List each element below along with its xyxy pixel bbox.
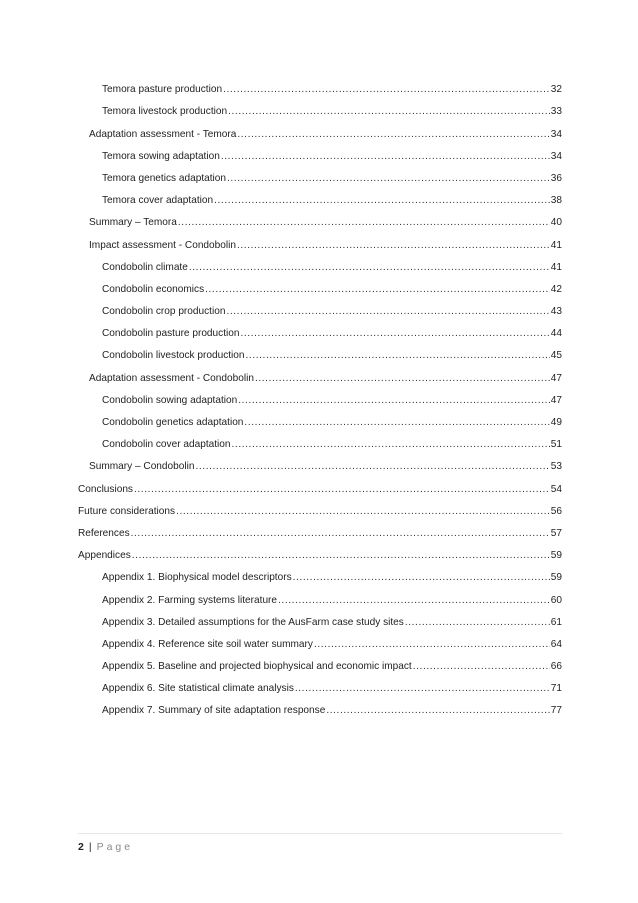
- toc-entry-title: Condobolin economics: [102, 283, 205, 295]
- toc-entry-page: 49: [550, 417, 562, 428]
- toc-entry-page: 51: [550, 439, 562, 451]
- footer-separator: |: [88, 841, 92, 853]
- toc-dot-leader: [278, 595, 550, 607]
- toc-entry[interactable]: [78, 407, 562, 429]
- toc-entry[interactable]: [78, 496, 562, 518]
- toc-dot-leader: [405, 617, 550, 629]
- toc-dot-leader: [232, 439, 550, 451]
- toc-dot-leader: [176, 506, 550, 518]
- toc-dot-leader: [134, 484, 550, 496]
- toc-dot-leader: [189, 262, 550, 274]
- toc-entry[interactable]: [78, 340, 562, 362]
- toc-entry-page: 60: [550, 594, 562, 606]
- toc-entry-page: 53: [550, 461, 562, 473]
- toc-entry[interactable]: [78, 629, 562, 651]
- toc-entry-title: Condobolin cover adaptation: [102, 439, 231, 451]
- toc-entry-title: Adaptation assessment - Temora: [89, 128, 237, 140]
- toc-entry[interactable]: [78, 673, 562, 695]
- toc-entry-title: Summary – Temora: [89, 217, 177, 229]
- toc-entry-page: 45: [550, 350, 562, 362]
- toc-dot-leader: [246, 350, 550, 362]
- toc-entry-title: Temora pasture production: [102, 84, 223, 96]
- toc-dot-leader: [314, 639, 550, 651]
- toc-entry[interactable]: [78, 429, 562, 451]
- toc-entry[interactable]: [78, 385, 562, 407]
- toc-entry-title: Impact assessment - Condobolin: [89, 239, 236, 251]
- toc-dot-leader: [413, 661, 550, 673]
- toc-entry[interactable]: [78, 163, 562, 185]
- toc-dot-leader: [295, 683, 550, 695]
- toc-entry-title: Temora sowing adaptation: [102, 150, 220, 162]
- toc-dot-leader: [326, 705, 549, 717]
- toc-entry[interactable]: [78, 562, 562, 584]
- toc-entry-page: 77: [550, 705, 562, 717]
- toc-entry-page: 34: [550, 150, 562, 162]
- toc-entry[interactable]: [78, 584, 562, 606]
- toc-entry-page: 41: [550, 239, 562, 251]
- toc-entry-page: 56: [550, 505, 562, 517]
- toc-entry-page: 36: [550, 172, 562, 184]
- toc-entry-page: 47: [550, 372, 562, 384]
- toc-entry-page: 44: [550, 328, 562, 340]
- toc-entry-page: 33: [550, 106, 562, 118]
- toc-entry[interactable]: [78, 141, 562, 163]
- toc-entry-page: 32: [550, 84, 562, 96]
- toc-dot-leader: [226, 306, 549, 318]
- toc-dot-leader: [131, 528, 550, 540]
- toc-entry-page: 59: [550, 572, 562, 584]
- toc-entry[interactable]: [78, 274, 562, 296]
- toc-entry-title: Condobolin sowing adaptation: [102, 394, 238, 406]
- toc-entry-title: Appendix 2. Farming systems literature: [102, 594, 278, 606]
- toc-entry-title: Appendix 3. Detailed assumptions for the AusFarm case study sites: [102, 616, 404, 628]
- toc-dot-leader: [205, 284, 550, 296]
- toc-dot-leader: [237, 240, 550, 252]
- toc-entry[interactable]: [78, 451, 562, 473]
- toc-entry-page: 43: [550, 306, 562, 318]
- toc-entry[interactable]: [78, 207, 562, 229]
- toc-dot-leader: [221, 151, 550, 163]
- toc-entry[interactable]: [78, 252, 562, 274]
- toc-dot-leader: [227, 173, 550, 185]
- toc-entry[interactable]: [78, 185, 562, 207]
- toc-entry[interactable]: [78, 74, 562, 96]
- toc-entry[interactable]: [78, 518, 562, 540]
- page-label: Page: [96, 841, 134, 853]
- toc-entry-page: 61: [550, 616, 562, 628]
- toc-dot-leader: [240, 328, 549, 340]
- page-footer: [78, 833, 562, 853]
- toc-entry[interactable]: [78, 296, 562, 318]
- toc-dot-leader: [244, 417, 549, 429]
- toc-entry-page: 47: [550, 394, 562, 406]
- toc-entry-page: 57: [550, 527, 562, 539]
- toc-entry-title: Condobolin climate: [102, 261, 188, 273]
- toc-entry-page: 71: [550, 683, 562, 695]
- toc-entry[interactable]: [78, 607, 562, 629]
- toc-entry-page: 41: [550, 261, 562, 273]
- toc-dot-leader: [293, 572, 550, 584]
- toc-entry-page: 64: [550, 638, 562, 650]
- toc-entry-title: Adaptation assessment - Condobolin: [89, 372, 254, 384]
- toc-entry-page: 40: [550, 217, 562, 229]
- toc-entry-title: Temora cover adaptation: [102, 195, 214, 207]
- toc-entry-title: Condobolin genetics adaptation: [102, 417, 244, 428]
- page-number: 2: [78, 841, 84, 853]
- toc-entry-title: Appendix 6. Site statistical climate analysis: [102, 683, 294, 695]
- table-of-contents: [78, 74, 562, 717]
- toc-entry[interactable]: [78, 540, 562, 562]
- toc-entry[interactable]: [78, 651, 562, 673]
- toc-entry-title: Appendix 5. Baseline and projected biophysical and economic impact: [102, 661, 412, 673]
- toc-entry-title: Summary – Condobolin: [89, 461, 195, 473]
- toc-entry-title: Appendix 1. Biophysical model descriptors: [102, 572, 292, 584]
- toc-entry-page: 54: [550, 483, 562, 495]
- toc-entry[interactable]: [78, 229, 562, 251]
- toc-entry-title: Appendices: [78, 550, 131, 562]
- toc-entry-title: Condobolin pasture production: [102, 328, 240, 340]
- toc-entry-title: Condobolin crop production: [102, 306, 226, 318]
- toc-entry-title: Conclusions: [78, 483, 133, 495]
- toc-entry-title: Condobolin livestock production: [102, 350, 245, 362]
- toc-dot-leader: [223, 84, 550, 96]
- toc-entry-page: 66: [550, 661, 562, 673]
- toc-entry-title: Appendix 4. Reference site soil water summary: [102, 638, 313, 650]
- toc-entry-title: Temora livestock production: [102, 106, 228, 118]
- toc-dot-leader: [195, 461, 549, 473]
- toc-dot-leader: [178, 217, 550, 229]
- toc-entry[interactable]: [78, 695, 562, 717]
- toc-dot-leader: [238, 395, 550, 407]
- toc-entry[interactable]: [78, 473, 562, 495]
- toc-dot-leader: [255, 373, 550, 385]
- toc-entry[interactable]: [78, 318, 562, 340]
- toc-entry[interactable]: [78, 96, 562, 118]
- toc-dot-leader: [214, 195, 550, 207]
- toc-entry-title: References: [78, 527, 130, 539]
- toc-entry[interactable]: [78, 118, 562, 140]
- toc-dot-leader: [237, 129, 549, 141]
- toc-dot-leader: [228, 106, 550, 118]
- toc-entry[interactable]: [78, 362, 562, 384]
- toc-entry-title: Future considerations: [78, 505, 176, 517]
- toc-entry-page: 59: [550, 550, 562, 562]
- toc-entry-page: 42: [550, 283, 562, 295]
- toc-entry-page: 34: [550, 128, 562, 140]
- toc-entry-title: Appendix 7. Summary of site adaptation response: [102, 705, 326, 717]
- toc-dot-leader: [132, 550, 550, 562]
- toc-entry-page: 38: [550, 195, 562, 207]
- toc-entry-title: Temora genetics adaptation: [102, 172, 227, 184]
